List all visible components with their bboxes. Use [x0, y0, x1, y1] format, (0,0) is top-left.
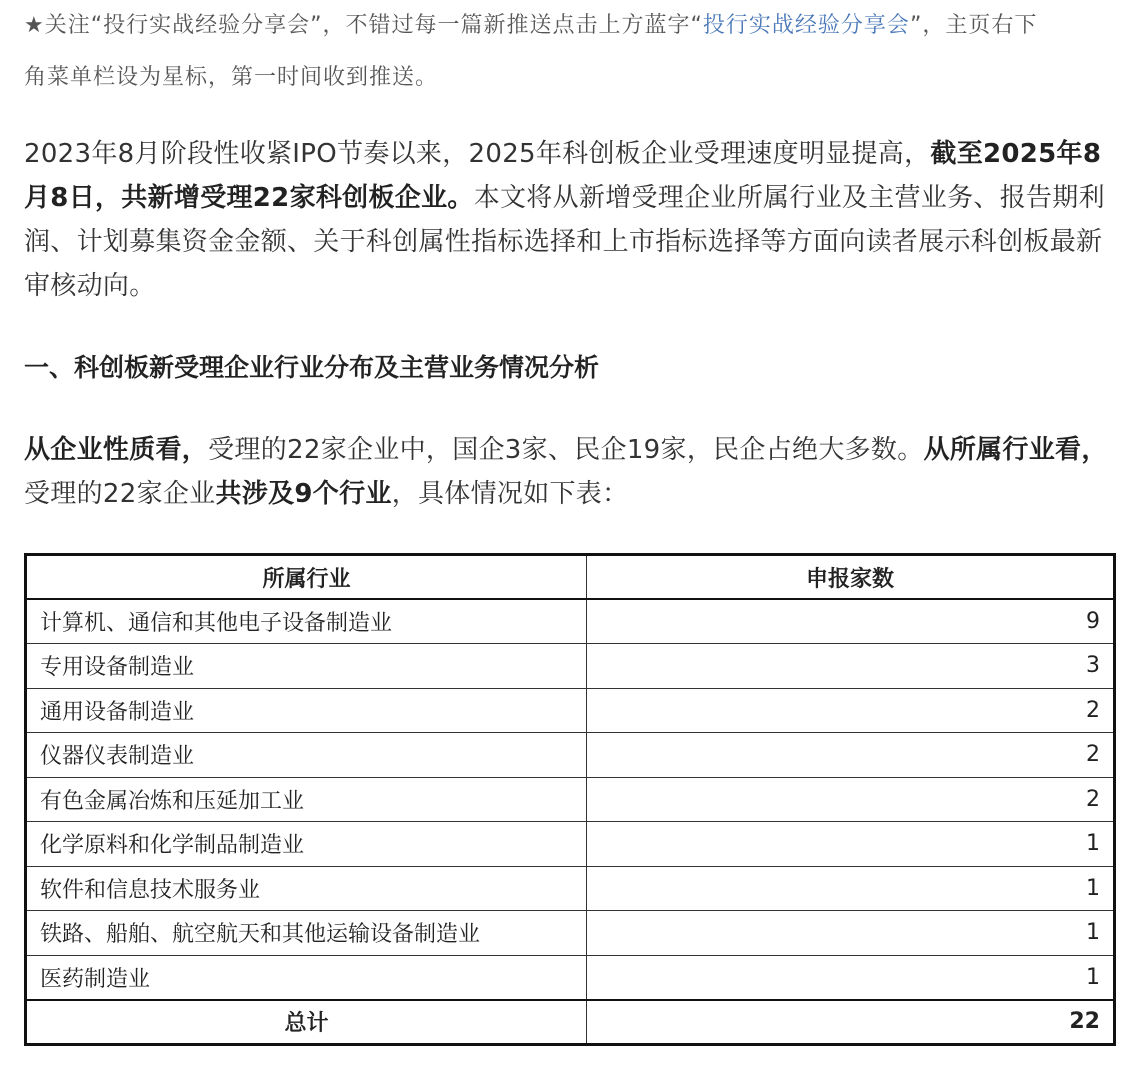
industry-name: 仪器仪表制造业: [26, 733, 587, 778]
industry-count: 2: [587, 777, 1115, 822]
notice-prefix: ★关注“投行实战经验分享会”，不错过每一篇新推送点击上方蓝字“: [24, 13, 703, 38]
industry-name: 专用设备制造业: [26, 644, 587, 689]
para-bold-2: 从所属行业看，: [923, 435, 1108, 465]
table-row: [26, 866, 1115, 911]
industry-count: 1: [587, 911, 1115, 956]
total-count: 22: [587, 1000, 1115, 1045]
para-bold-3: 共涉及9个行业: [215, 479, 392, 509]
industry-name: 计算机、通信和其他电子设备制造业: [26, 599, 587, 644]
section-title: 一、科创板新受理企业行业分布及主营业务情况分析: [24, 353, 600, 382]
notice-suffix: ”，主页右下: [909, 13, 1038, 38]
industry-name: 通用设备制造业: [26, 688, 587, 733]
industry-table: [24, 553, 1116, 1046]
table-row: [26, 644, 1115, 689]
industry-count: 1: [587, 955, 1115, 1000]
table-row: [26, 822, 1115, 867]
follow-notice: [24, 0, 1116, 104]
industry-count: 3: [587, 644, 1115, 689]
table-row: [26, 911, 1115, 956]
industry-name: 铁路、船舶、航空航天和其他运输设备制造业: [26, 911, 587, 956]
table-row: [26, 733, 1115, 778]
table-row: [26, 955, 1115, 1000]
table-row: [26, 599, 1115, 644]
industry-count: 1: [587, 866, 1115, 911]
para-text-3: ，具体情况如下表：: [391, 479, 629, 509]
industry-name: 医药制造业: [26, 955, 587, 1000]
table-total-row: [26, 1000, 1115, 1045]
industry-count: 2: [587, 688, 1115, 733]
account-link[interactable]: 投行实战经验分享会: [702, 13, 910, 38]
intro-text-2: 本文将从新增受理企业所属行业及主营业务、报告期利润、计划募集资金金额、关于科创属性指标选择和上市指标选择等方面向读者展示科创板最新审核动向。: [24, 183, 1105, 301]
nature-paragraph: [24, 428, 1116, 516]
table-row: [26, 688, 1115, 733]
total-label: 总计: [26, 1000, 587, 1045]
industry-count: 2: [587, 733, 1115, 778]
para-text-2: 受理的22家企业: [24, 479, 216, 509]
table-row: [26, 777, 1115, 822]
header-count: 申报家数: [587, 555, 1115, 600]
para-bold-1: 从企业性质看，: [24, 435, 209, 465]
intro-text-1: 2023年8月阶段性收紧IPO节奏以来，2025年科创板企业受理速度明显提高，: [24, 139, 931, 169]
notice-line2: 角菜单栏设为星标，第一时间收到推送。: [24, 65, 439, 90]
industry-count: 9: [587, 599, 1115, 644]
para-text-1: 受理的22家企业中，国企3家、民企19家，民企占绝大多数。: [208, 435, 924, 465]
intro-bold: 截至2025年8月8日，共新增受理22家科创板企业。: [24, 139, 1102, 213]
industry-name: 软件和信息技术服务业: [26, 866, 587, 911]
industry-count: 1: [587, 822, 1115, 867]
table-header-row: [26, 555, 1115, 600]
industry-name: 有色金属冶炼和压延加工业: [26, 777, 587, 822]
industry-name: 化学原料和化学制品制造业: [26, 822, 587, 867]
intro-paragraph: [24, 132, 1116, 308]
article-body: [24, 0, 1116, 1036]
header-industry: 所属行业: [26, 555, 587, 600]
